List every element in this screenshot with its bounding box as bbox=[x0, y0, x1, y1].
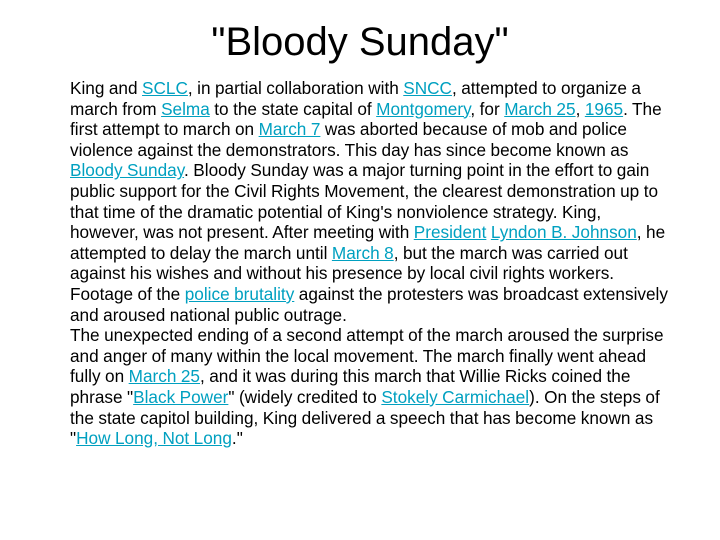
hyperlink[interactable]: March 25 bbox=[504, 98, 576, 119]
text-run: , he attempted to delay the march until bbox=[70, 222, 666, 263]
hyperlink[interactable]: President bbox=[413, 222, 487, 243]
text-run: The unexpected ending of a second attempt of the march aroused the surprise and anger of many within the local movement. The march finally went ahead fully on bbox=[70, 325, 664, 387]
hyperlink[interactable]: SNCC bbox=[403, 78, 452, 98]
paragraph bbox=[70, 325, 668, 449]
text-run: , bbox=[575, 98, 585, 119]
text-run: , attempted to organize a march from bbox=[70, 78, 641, 119]
hyperlink[interactable]: March 7 bbox=[258, 119, 321, 140]
text-run: King and bbox=[70, 78, 143, 98]
hyperlink[interactable]: Stokely Carmichael bbox=[381, 386, 530, 407]
hyperlink[interactable]: March 8 bbox=[331, 242, 394, 263]
hyperlink[interactable]: Selma bbox=[161, 98, 210, 119]
hyperlink[interactable]: March 25 bbox=[128, 366, 200, 387]
slide-title: "Bloody Sunday" bbox=[211, 20, 509, 64]
text-run: , for bbox=[470, 98, 505, 119]
text-run: ). On the steps of the state capitol building, King delivered a speech that has become known as " bbox=[70, 386, 660, 449]
hyperlink[interactable]: How Long, Not Long bbox=[76, 428, 232, 449]
hyperlink[interactable]: Montgomery bbox=[376, 98, 471, 119]
text-run: , and it was during this march that Willie Ricks coined the phrase " bbox=[70, 366, 631, 407]
hyperlink[interactable]: Bloody Sunday bbox=[70, 160, 185, 181]
text-run: was aborted because of mob and police violence against the demonstrators. This day has since become known as bbox=[70, 119, 629, 160]
slide-body bbox=[70, 78, 668, 449]
hyperlink[interactable]: Lyndon B. Johnson bbox=[490, 222, 637, 243]
hyperlink[interactable]: Black Power bbox=[133, 386, 229, 407]
text-run: to the state capital of bbox=[209, 98, 377, 119]
text-run: ." bbox=[231, 428, 243, 449]
text-run: . The first attempt to march on bbox=[70, 98, 662, 140]
paragraph bbox=[70, 78, 668, 325]
text-run: , but the march was carried out against his wishes and without his presence by local civil rights workers. Footage of the bbox=[70, 242, 628, 304]
text-run: against the protesters was broadcast extensively and aroused national public outrage. bbox=[70, 283, 668, 325]
hyperlink[interactable]: police brutality bbox=[184, 283, 295, 304]
text-run: " (widely credited to bbox=[228, 386, 382, 407]
hyperlink[interactable]: SCLC bbox=[142, 78, 188, 98]
text-run: , in partial collaboration with bbox=[187, 78, 404, 98]
hyperlink[interactable]: 1965 bbox=[584, 98, 624, 119]
text-run: . Bloody Sunday was a major turning point in the effort to gain public support for the Civil Rights Movement, the clearest demonstration up to that time of the dramatic potential of King's nonviolence strategy. King, however, was not present. After meeting with bbox=[70, 160, 659, 243]
